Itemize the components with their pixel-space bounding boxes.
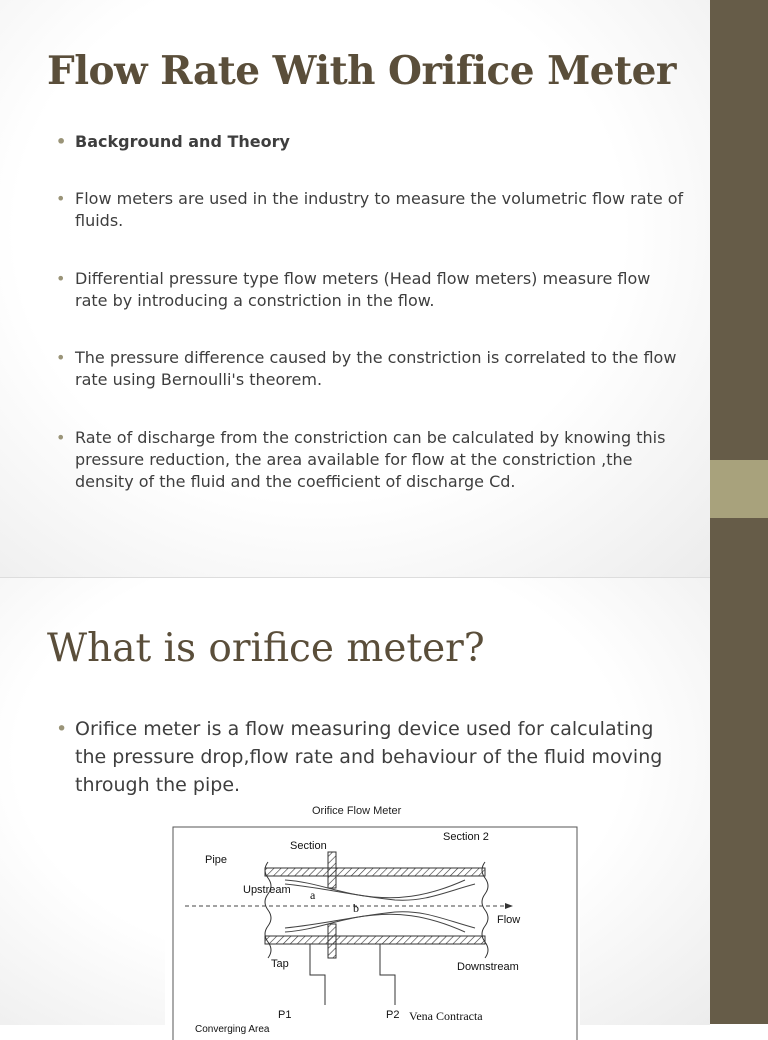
- label-upstream: Upstream: [243, 884, 291, 896]
- bullet-heading: • Background and Theory: [75, 131, 685, 153]
- label-a: a: [310, 888, 316, 902]
- label-converging-area: Converging Area: [195, 1024, 270, 1035]
- slide-title: Flow Rate With Orifice Meter: [47, 48, 676, 94]
- pipe-wall-top: [265, 868, 485, 876]
- label-vena-contracta: Vena Contracta: [409, 1009, 483, 1023]
- label-section-2: Section 2: [443, 831, 489, 843]
- slide-title: What is orifice meter?: [47, 626, 485, 671]
- bullet-item: • Differential pressure type flow meters (Head flow meters) measure flow rate by introducing a constriction in the flow.: [75, 268, 685, 312]
- orifice-diagram: [165, 800, 580, 1040]
- label-tap: Tap: [271, 958, 289, 970]
- bullet-item: • Flow meters are used in the industry to measure the volumetric flow rate of fluids.: [75, 188, 685, 232]
- figure-title: Orifice Flow Meter: [312, 805, 402, 817]
- bullet-item: • Rate of discharge from the constriction can be calculated by knowing this pressure reduction, the area available for flow at the constriction ,the density of the fluid and the coefficient of discharge Cd.: [75, 427, 685, 493]
- label-b: b: [353, 901, 359, 915]
- label-pipe: Pipe: [205, 854, 228, 866]
- pipe-wall-bottom: [265, 936, 485, 944]
- bullet-item: • The pressure difference caused by the constriction is correlated to the flow rate using Bernoulli's theorem.: [75, 347, 685, 391]
- slide-2: [0, 577, 710, 1035]
- sidebar-accent: [710, 460, 768, 518]
- bullet-item: • Orifice meter is a flow measuring device used for calculating the pressure drop,flow rate and behaviour of the fluid moving through the pipe.: [75, 715, 685, 799]
- label-downstream: Downstream: [457, 961, 519, 973]
- label-section: Section: [290, 840, 327, 852]
- label-flow: Flow: [497, 914, 521, 926]
- label-p2: P2: [386, 1009, 400, 1021]
- label-p1: P1: [278, 1009, 292, 1021]
